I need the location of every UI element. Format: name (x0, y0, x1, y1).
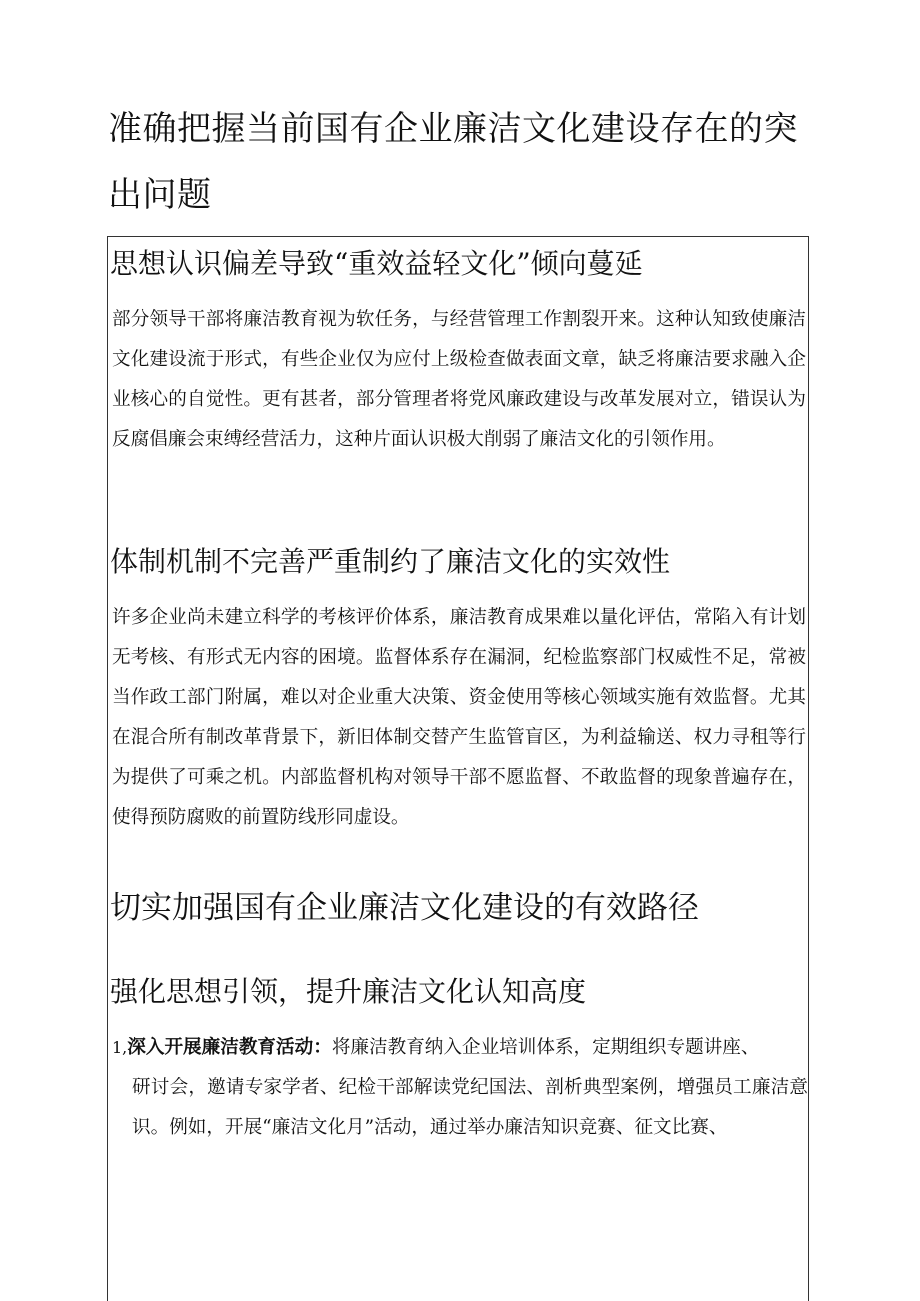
page-title: 准确把握当前国有企业廉洁文化建设存在的突出问题 (108, 109, 798, 215)
section-heading-1: 思想认识偏差导致“重效益轻文化”倾向蔓延 (110, 247, 643, 280)
list-item-number: 1, (112, 1038, 128, 1057)
list-item-text-rest: 研讨会，邀请专家学者、纪检干部解读党纪国法、剖析典型案例，增强员工廉洁意识。例如，开展“廉洁文化月”活动，通过举办廉洁知识竞赛、征文比赛、 (132, 1077, 808, 1138)
section-heading-2: 体制机制不完善严重制约了廉洁文化的实效性 (110, 545, 671, 578)
section-body-2: 许多企业尚未建立科学的考核评价体系，廉洁教育成果难以量化评估，常陷入有计划无考核、有形式无内容的困境。监督体系存在漏洞，纪检监察部门权威性不足，常被当作政工部门附属，难以对企业重大决策、资金使用等核心领域实施有效监督。尤其在混合所有制改革背景下，新旧体制交替产生监管盲区，为利益输送、权力寻租等行为提供了可乘之机。内部监督机构对领导干部不愿监督、不敢监督的现象普遍存在，使得预防腐败的前置防线形同虚设。 (112, 607, 806, 828)
part-heading: 切实加强国有企业廉洁文化建设的有效路径 (110, 890, 699, 926)
subsection-heading: 强化思想引领，提升廉洁文化认知高度 (110, 975, 587, 1008)
list-item-1 (112, 1028, 808, 1148)
list-item-label: 深入开展廉洁教育活动： (127, 1037, 332, 1058)
section-body-1: 部分领导干部将廉洁教育视为软任务，与经营管理工作割裂开来。这种认知致使廉洁文化建设流于形式，有些企业仅为应付上级检查做表面文章，缺乏将廉洁要求融入企业核心的自觉性。更有甚者，部分管理者将党风廉政建设与改革发展对立，错误认为反腐倡廉会束缚经营活力，这种片面认识极大削弱了廉洁文化的引领作用。 (112, 309, 806, 450)
list-item-first-line (112, 1028, 808, 1068)
list-item-text-first: 将廉洁教育纳入企业培训体系，定期组织专题讲座、 (331, 1037, 760, 1058)
